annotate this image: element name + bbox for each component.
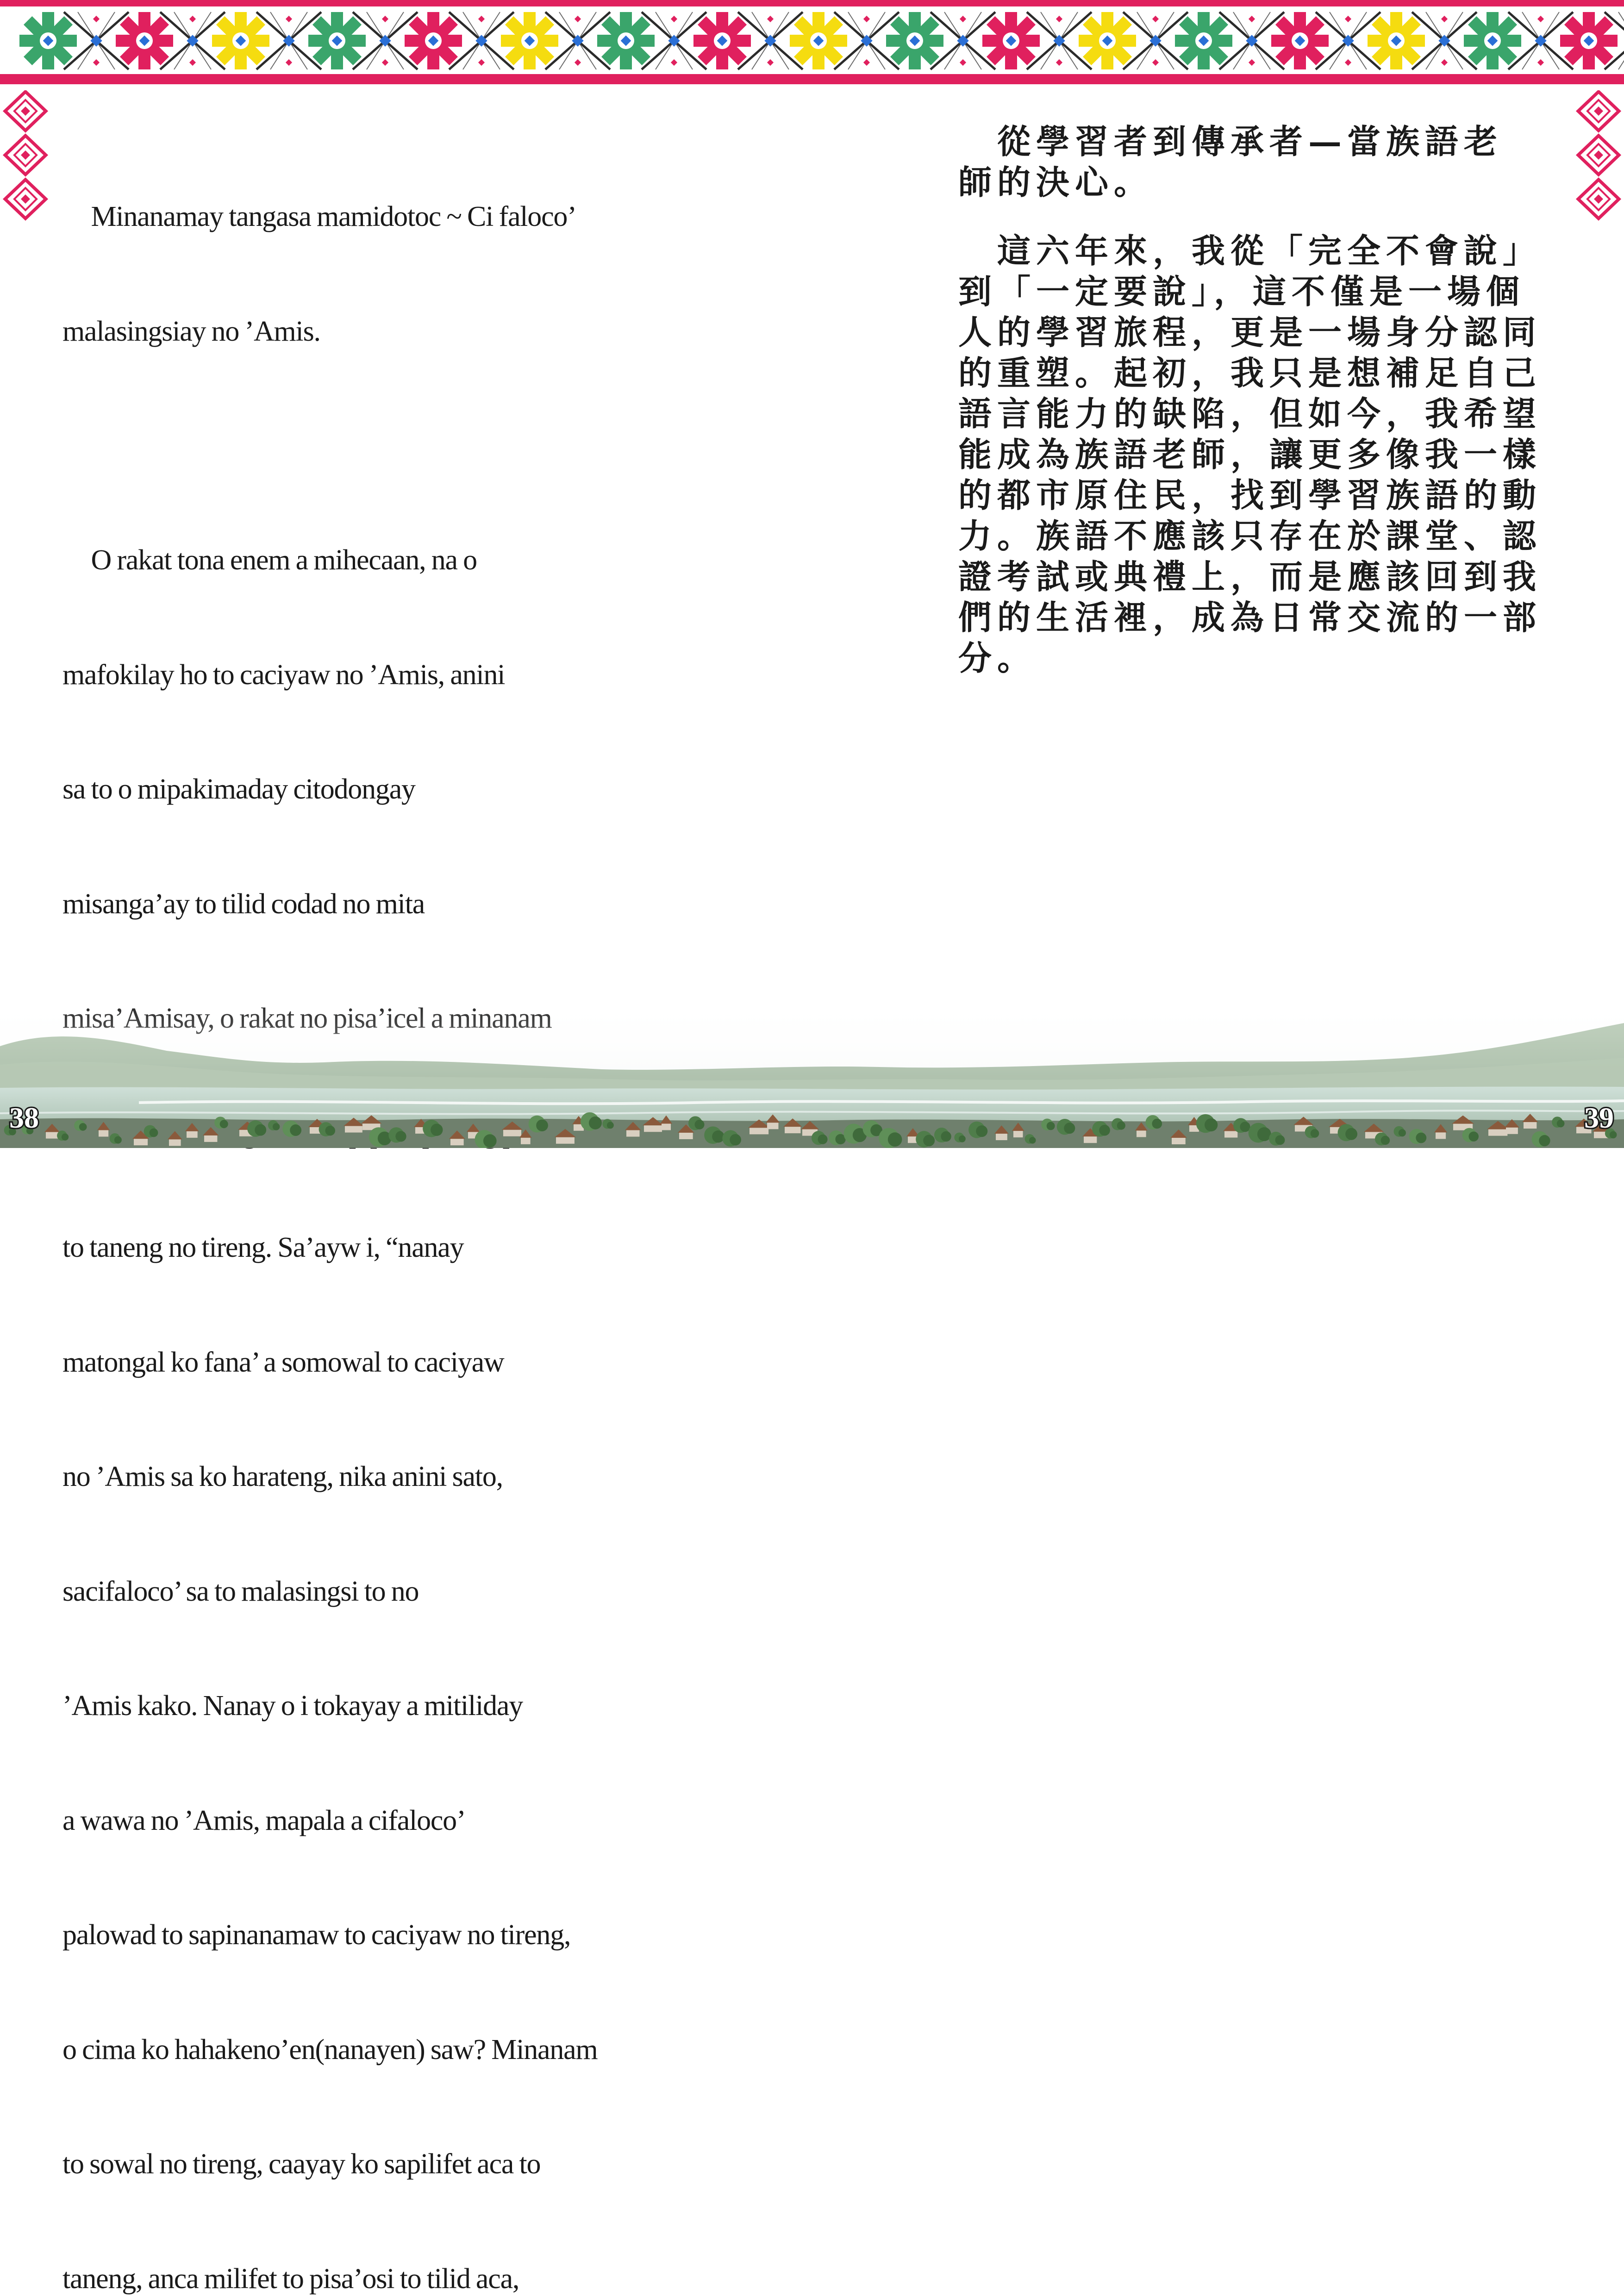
text-line: o cima ko hahakeno’en(nanayen) saw? Minanam bbox=[62, 2031, 725, 2069]
text-line: 語言能力的缺陷，但如今，我希望 bbox=[958, 393, 1569, 434]
star-motif bbox=[116, 12, 173, 69]
star-motif bbox=[886, 12, 943, 69]
text-line: ’Amis kako. Nanay o i tokayay a mitiliday bbox=[62, 1687, 725, 1725]
text-line: 們的生活裡，成為日常交流的一部 bbox=[958, 597, 1569, 638]
text-line: 力。族語不應該只存在於課堂、認 bbox=[958, 516, 1569, 556]
star-motif bbox=[982, 12, 1040, 69]
text-line: to taneng no tireng. Sa’ayw i, “nanay bbox=[62, 1229, 725, 1267]
left-diamond-ornament bbox=[0, 90, 51, 225]
page-number-right: 39 bbox=[1584, 1101, 1614, 1135]
star-motif bbox=[1560, 12, 1618, 69]
border-pattern bbox=[0, 0, 1624, 86]
right-page-chinese-text bbox=[958, 121, 1569, 679]
chinese-title-paragraph bbox=[958, 121, 1569, 203]
text-line: 師的決心。 bbox=[958, 162, 1569, 203]
star-motif bbox=[1368, 12, 1425, 69]
text-line: palowad to sapinanamaw to caciyaw no tireng, bbox=[62, 1916, 725, 1954]
embroidered-top-border bbox=[0, 0, 1624, 86]
landscape-drawing bbox=[0, 995, 1624, 1148]
star-motif bbox=[1271, 12, 1329, 69]
text-line: 這六年來，我從「完全不會說」 bbox=[958, 231, 1569, 271]
page-number-left: 38 bbox=[9, 1101, 39, 1135]
text-line: 從學習者到傳承者—當族語老 bbox=[958, 121, 1569, 162]
star-motif bbox=[790, 12, 847, 69]
text-line: 到「一定要說」，這不僅是一場個 bbox=[958, 271, 1569, 312]
text-line: mafokilay ho to caciyaw no ’Amis, anini bbox=[62, 656, 725, 694]
text-line: no ’Amis sa ko harateng, nika anini sato, bbox=[62, 1458, 725, 1496]
star-motif bbox=[693, 12, 751, 69]
star-motif bbox=[1175, 12, 1232, 69]
star-motif bbox=[501, 12, 558, 69]
text-line: Minanamay tangasa mamidotoc ~ Ci faloco’ bbox=[62, 198, 725, 236]
star-motif bbox=[1079, 12, 1136, 69]
star-motif bbox=[1464, 12, 1521, 69]
right-diamond-ornament bbox=[1573, 90, 1624, 225]
text-line: 分。 bbox=[958, 638, 1569, 679]
star-motif bbox=[308, 12, 366, 69]
text-line: malasingsiay no ’Amis. bbox=[62, 312, 725, 351]
text-line: 能成為族語老師，讓更多像我一樣 bbox=[958, 434, 1569, 475]
star-motif bbox=[19, 12, 77, 69]
text-line: 證考試或典禮上，而是應該回到我 bbox=[958, 556, 1569, 597]
text-line: sacifaloco’ sa to malasingsi to no bbox=[62, 1572, 725, 1611]
star-motif bbox=[405, 12, 462, 69]
star-motif bbox=[212, 12, 269, 69]
village-landscape-illustration bbox=[0, 995, 1624, 1148]
text-line: 人的學習旅程，更是一場身分認同 bbox=[958, 312, 1569, 353]
text-line: a wawa no ’Amis, mapala a cifaloco’ bbox=[62, 1802, 725, 1840]
amis-title-paragraph bbox=[62, 121, 725, 427]
chinese-body-paragraph bbox=[958, 231, 1569, 679]
star-motif bbox=[597, 12, 655, 69]
text-line: to sowal no tireng, caayay ko sapilifet aca to bbox=[62, 2145, 725, 2184]
text-line: 的重塑。起初，我只是想補足自己 bbox=[958, 353, 1569, 393]
text-line: misanga’ay to tilid codad no mita bbox=[62, 885, 725, 923]
text-line: 的都市原住民，找到學習族語的動 bbox=[958, 475, 1569, 516]
amis-body-paragraph bbox=[62, 465, 725, 2296]
text-line: taneng, anca milifet to pisa’osi to tilid aca, bbox=[62, 2260, 725, 2296]
text-line: O rakat tona enem a mihecaan, na o bbox=[62, 541, 725, 580]
text-line: sa to o mipakimaday citodongay bbox=[62, 770, 725, 809]
left-page-amis-text bbox=[62, 121, 725, 2296]
text-line: matongal ko fana’ a somowal to caciyaw bbox=[62, 1343, 725, 1382]
